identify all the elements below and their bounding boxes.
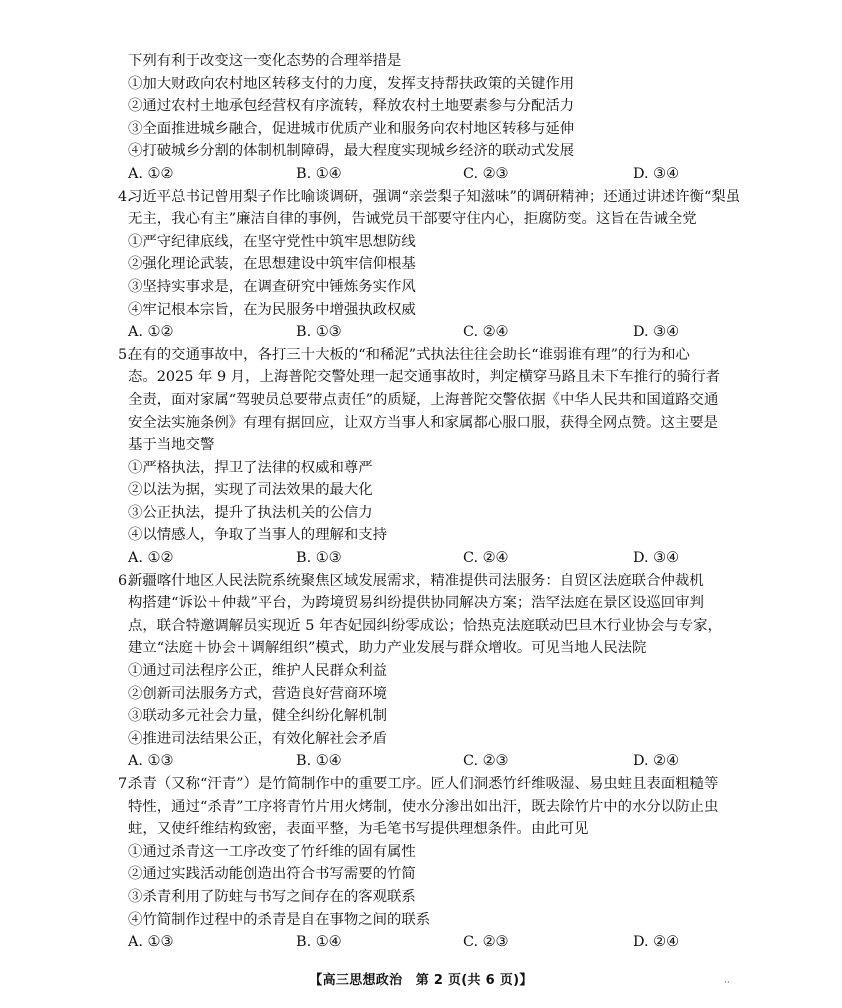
statement-2: ②以法为据，实现了司法效果的最大化 [128,482,373,499]
question-stem-line: 构搭建“诉讼＋仲裁”平台，为跨境贸易纠纷提供协同解决方案；浩罕法庭在景区设巡回审判 [128,595,704,612]
question-number: 6. [118,572,132,589]
question-stem-line: 基于当地交警 [128,437,215,454]
option-b: B. ①④ [296,753,342,770]
option-a: A. ①② [128,165,174,182]
statement-3: ③公正执法，提升了执法机关的公信力 [128,504,373,521]
option-b: B. ①④ [296,165,342,182]
question-stem-line: 特性，通过“杀青”工序将青竹片用火烤制，使水分渗出如出汗，既去除竹片中的水分以防止虫 [128,798,719,815]
statement-2: ②通过实践活动能创造出符合书写需要的竹简 [128,866,416,883]
statement-1: ①通过司法程序公正，维护人民群众利益 [128,663,388,680]
statement-3: ③杀青利用了防蛀与书写之间存在的客观联系 [128,888,416,905]
question-stem-line: 态。2025 年 9 月，上海普陀交警处理一起交通事故时，判定横穿马路且未下车推行的骑行者 [128,369,720,386]
question-stem-line: 下列有利于改变这一变化态势的合理举措是 [128,53,402,69]
statement-4: ④以情感人，争取了当事人的理解和支持 [128,527,388,544]
question-stem-line: 全责，面对家属“驾驶员总要带点责任”的质疑，上海普陀交警依据《中华人民共和国道路交通 [128,391,719,408]
answer-options [128,547,728,570]
question-number: 4. [118,188,132,205]
page-footer: 【高三思想政治 第 2 页(共 6 页)】 [309,973,533,988]
question-6 [118,570,728,773]
answer-options [128,163,728,186]
option-d: D. ③④ [633,165,679,182]
footer-mark: ·· [724,978,730,988]
question-7 [118,773,728,954]
option-b: B. ①③ [296,324,342,341]
question-3-tail [128,50,728,186]
question-stem-text: 在有的交通事故中，各打三十大板的“和稀泥”式执法往往会助长“谁弱谁有理”的行为和心 [128,346,690,363]
statement-4: ④竹简制作过程中的杀青是自在事物之间的联系 [128,911,431,928]
option-d: D. ③④ [633,550,679,567]
statement-4: ④打破城乡分割的体制机制障碍，最大程度实现城乡经济的联动式发展 [128,143,575,160]
question-5 [118,344,728,570]
option-a: A. ①③ [128,934,174,951]
option-a: A. ①③ [128,753,174,770]
statement-3: ③全面推进城乡融合，促进城市优质产业和服务向农村地区转移与延伸 [128,120,575,137]
statement-1: ①严格执法，捍卫了法律的权威和尊严 [128,459,373,476]
question-4 [118,186,741,344]
option-b: B. ①③ [296,550,342,567]
statement-1: ①加大财政向农村地区转移支付的力度，发挥支持帮扶政策的关键作用 [128,75,575,92]
question-stem-text: 习近平总书记曾用梨子作比喻谈调研，强调“亲尝梨子知滋味”的调研精神；还通过讲述许衡“梨虽 [128,188,741,205]
option-d: D. ③④ [633,324,679,341]
question-stem-line [118,773,728,796]
question-number: 7. [118,776,132,792]
statement-2: ②强化理论武装，在思想建设中筑牢信仰根基 [128,256,416,273]
answer-options [128,750,728,773]
statement-3: ③联动多元社会力量，健全纠纷化解机制 [128,708,388,725]
option-a: A. ①② [128,550,174,567]
exam-page-content [118,50,741,954]
question-stem-line [118,570,728,593]
question-stem-line: 蛀，又使纤维结构致密，表面平整，为毛笔书写提供理想条件。由此可见 [128,821,589,838]
question-stem-line: 建立“法庭＋协会＋调解组织”模式，助力产业发展与群众增收。可见当地人民法院 [128,640,647,657]
option-c: C. ②④ [463,550,509,567]
option-d: D. ②④ [633,753,679,770]
statement-1: ①严守纪律底线，在坚守党性中筑牢思想防线 [128,233,416,250]
question-stem-line: 点，联合特邀调解员实现近 5 年杏妃园纠纷零成讼；恰热克法庭联动巴旦木行业协会与专家， [128,617,722,634]
option-c: C. ②④ [463,324,509,341]
question-stem-line [118,186,741,209]
question-number: 5. [118,346,132,363]
question-stem-text: 杀青（又称“汗青”）是竹简制作中的重要工序。匠人们洞悉竹纤维吸湿、易虫蛀且表面粗糙等 [128,776,719,792]
option-c: C. ②③ [463,934,509,951]
answer-options [128,931,728,954]
statement-2: ②通过农村土地承包经营权有序流转，释放农村土地要素参与分配活力 [128,98,575,115]
question-stem-text: 新疆喀什地区人民法院系统聚焦区域发展需求，精准提供司法服务：自贸区法庭联合仲裁机 [128,572,704,589]
option-d: D. ②④ [633,934,679,951]
statement-3: ③坚持实事求是，在调查研究中锤炼务实作风 [128,278,416,295]
statement-4: ④推进司法结果公正，有效化解社会矛盾 [128,730,388,747]
statement-2: ②创新司法服务方式，营造良好营商环境 [128,685,388,702]
question-stem-line: 安全法实施条例》有理有据回应，让双方当事人和家属都心服口服，获得全网点赞。这主要是 [128,414,719,431]
statement-1: ①通过杀青这一工序改变了竹纤维的固有属性 [128,843,416,860]
option-b: B. ①④ [296,934,342,951]
question-stem-line: 无主，我心有主”廉洁自律的事例，告诫党员干部要守住内心，拒腐防变。这旨在告诫全党 [128,211,697,228]
option-c: C. ②③ [463,753,509,770]
option-a: A. ①② [128,324,174,341]
statement-4: ④牢记根本宗旨，在为民服务中增强执政权威 [128,301,416,318]
answer-options [128,321,728,344]
option-c: C. ②③ [463,165,509,182]
question-stem-line [118,344,728,367]
